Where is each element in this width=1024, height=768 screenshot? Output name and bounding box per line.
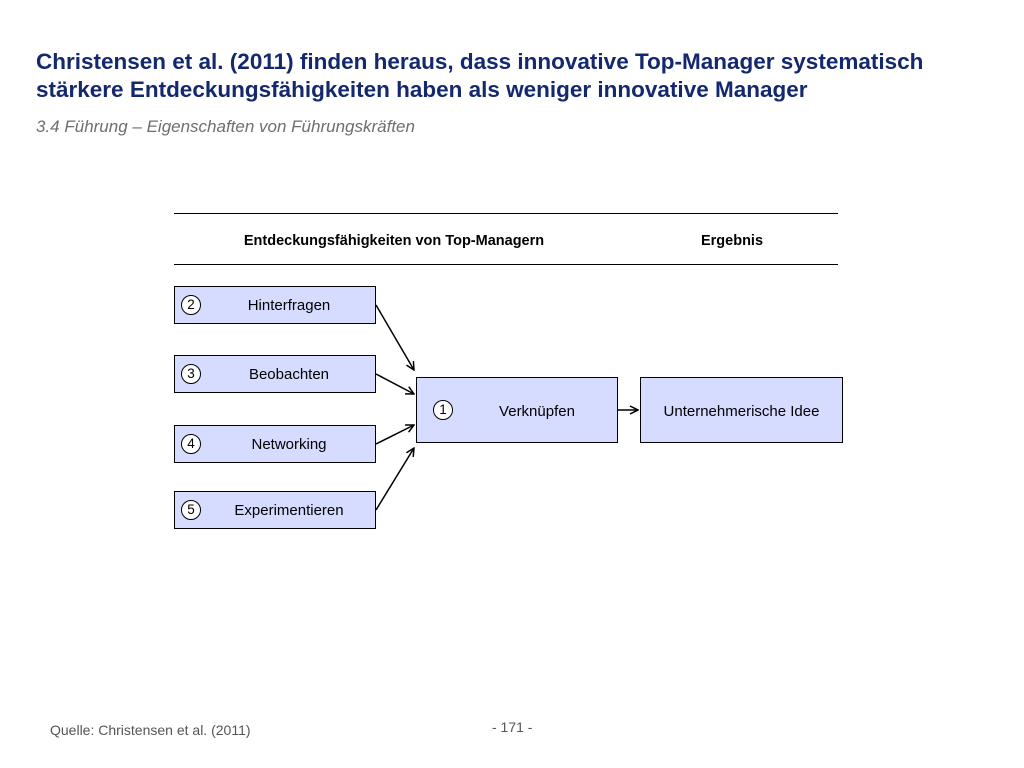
capability-box-hinterfragen xyxy=(174,286,376,324)
slide-subtitle: 3.4 Führung – Eigenschaften von Führungskräften xyxy=(36,117,415,136)
slide-title xyxy=(36,48,996,104)
capability-label: Experimentieren xyxy=(234,502,344,519)
capability-label: Networking xyxy=(251,436,327,453)
result-label: Unternehmerische Idee xyxy=(663,403,820,420)
slide-title-line-2: stärkere Entdeckungsfähigkeiten haben als weniger innovative Manager xyxy=(36,77,808,102)
source-note: Quelle: Christensen et al. (2011) xyxy=(50,722,251,738)
header-bottom-rule xyxy=(174,264,838,265)
connector-box-verknuepfen xyxy=(416,377,618,443)
capability-label: Beobachten xyxy=(248,366,330,383)
arrow-hinterfragen-to-verknuepfen xyxy=(376,305,414,370)
capability-box-networking xyxy=(174,425,376,463)
arrow-beobachten-to-verknuepfen xyxy=(376,374,414,394)
column-header-result: Ergebnis xyxy=(700,233,764,249)
result-box-unternehmerische-idee xyxy=(640,377,843,443)
capability-box-experimentieren xyxy=(174,491,376,529)
header-top-rule xyxy=(174,213,838,214)
capability-label: Hinterfragen xyxy=(247,297,331,314)
capability-number-badge: 4 xyxy=(181,434,201,454)
capability-number-badge: 5 xyxy=(181,500,201,520)
arrow-experimentieren-to-verknuepfen xyxy=(376,448,414,510)
column-header-capabilities: Entdeckungsfähigkeiten von Top-Managern xyxy=(243,233,545,249)
arrow-networking-to-verknuepfen xyxy=(376,425,414,444)
capability-number-badge: 3 xyxy=(181,364,201,384)
connector-number-badge: 1 xyxy=(433,400,453,420)
capability-box-beobachten xyxy=(174,355,376,393)
page-number: - 171 - xyxy=(492,719,533,735)
connector-label: Verknüpfen xyxy=(499,403,575,420)
slide-title-line-1: Christensen et al. (2011) finden heraus, dass innovative Top-Manager systematisch xyxy=(36,49,924,74)
capability-number-badge: 2 xyxy=(181,295,201,315)
